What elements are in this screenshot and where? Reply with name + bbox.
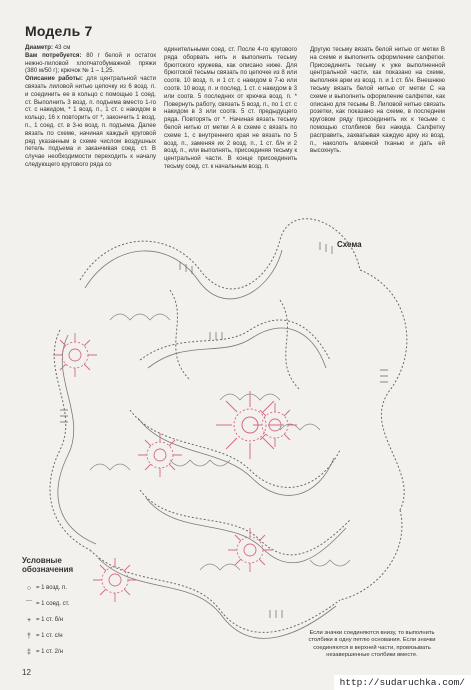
right-text: Другую тесьму вязать белой нитью от метки В на схеме и выполнить оформление салфетки. Присоединить тесьму к уже выполненной центральной части, как показано на схеме, выполняя арки из возд. п. и 1 ст. б/н. Внешнюю тесьму вязать белой нитью от метки С на схеме и выполнить оформление салфетки, как описано для тесьмы В. Лиловой нитью связать розетки, как показано на схеме, в последнем круговом ряду присоединить их к тесьме с помощью столбиков без накида. Салфетку расправить, захватывая каждую арку из возд. п., наколоть влажной тканью и дать ей высохнуть. bbox=[310, 46, 445, 155]
legend-item-text: = 1 ст. 2/н bbox=[36, 649, 63, 655]
legend-item bbox=[22, 644, 73, 660]
schema-title: Схема bbox=[337, 240, 362, 249]
legend-item bbox=[22, 628, 73, 644]
footnote: Если значки соединяются внизу, то выполнить столбики в одну петлю основания. Если значки соединяются в верхней части, провязывать незавершенные столбики вместе. bbox=[308, 630, 436, 659]
instructions-column-middle bbox=[164, 46, 297, 171]
materials-label: Вам потребуется: bbox=[25, 51, 82, 59]
watermark-link[interactable]: http://sudaruchka.com/ bbox=[334, 675, 471, 690]
diameter-line bbox=[25, 44, 156, 52]
materials-line bbox=[25, 52, 156, 75]
double-crochet-symbol-icon: † bbox=[27, 632, 31, 640]
middle-text: единительными соед. ст. После 4-го кругового ряда оборвать нить и выполнить тесьму брюггского кружева, как описано ниже. Для брюггской тесьмы связать по цепочке из 8 или соотв. 10 возд. п. и 1 ст. с накидом в 7-ю или соотв. 10 возд. п. и послед. 1 ст. с накидом в 3 или соотв. 5 последних от крючка возд. п. * Повернуть работу, связать 5 возд. п., по 1 ст. с накидом в 3 или соотв. 5 ст. предыдущего ряда. Повторять от *. Начиная вязать тесьму белой нитью от метки A в схеме с вязать по схеме 1, с внутреннего края не вязать по 5 возд. п., заменяя их 2 возд. п., 1 ст. б/н и 2 возд. п., или выполнять, присоединяя тесьму к центральной части. В конце присоединить тесьму соед. ст. к начальным возд. п. bbox=[164, 46, 297, 170]
legend-item-text: = 1 соед. ст. bbox=[36, 601, 70, 607]
work-line bbox=[25, 75, 156, 169]
work-label: Описание работы: bbox=[25, 75, 83, 83]
legend-item-text: = 1 ст. с/н bbox=[36, 633, 63, 639]
legend-item-text: = 1 ст. б/н bbox=[36, 617, 64, 623]
instructions-column-right bbox=[310, 46, 445, 155]
legend-title bbox=[22, 556, 73, 574]
work-value: для центральной части связать лиловой нитью цепочку из 6 возд. п. и соединить ее в кольцо с помощью 1 соед. ст. Выполнить 3 возд. п. подъема вместо 1-го ст. с накидом, * 1 возд. п., 1 ст. с накидом в кольцо, 16 х повторить от *, закончить 1 возд. п., 1 соед. ст. в 3-ю возд. п. подъема. Далее вязать по схеме, начиная каждый круговой ряд указанным в схеме числом воздушных петель подъема и заканчивая соед. ст. В случае необходимости переходить к началу следующего кругового ряда со bbox=[25, 75, 156, 168]
model-title: Модель 7 bbox=[25, 23, 93, 39]
legend bbox=[22, 556, 73, 660]
legend-title-line2: обозначения bbox=[22, 565, 74, 574]
diameter-label: Диаметр: bbox=[25, 44, 54, 51]
instructions-column-left bbox=[25, 44, 156, 169]
single-crochet-symbol-icon: + bbox=[26, 616, 32, 624]
diameter-value: 43 см bbox=[53, 44, 71, 51]
materials-value: 80 г белой и остаток нежно-лиловой хлопчатобумажной пряжи (380 м/50 г); крючок № 1 – 1,25. bbox=[25, 51, 156, 75]
crochet-diagram bbox=[20, 210, 445, 640]
legend-item bbox=[22, 612, 73, 628]
legend-item bbox=[22, 596, 73, 612]
slip-stitch-symbol-icon: ⌒ bbox=[25, 601, 33, 608]
legend-title-line1: Условные bbox=[22, 556, 62, 565]
page-number: 12 bbox=[22, 668, 31, 677]
treble-crochet-symbol-icon: ‡ bbox=[27, 648, 31, 656]
chain-stitch-symbol-icon: ○ bbox=[26, 584, 32, 592]
legend-item bbox=[22, 580, 73, 596]
legend-item-text: = 1 возд. п. bbox=[36, 585, 67, 591]
